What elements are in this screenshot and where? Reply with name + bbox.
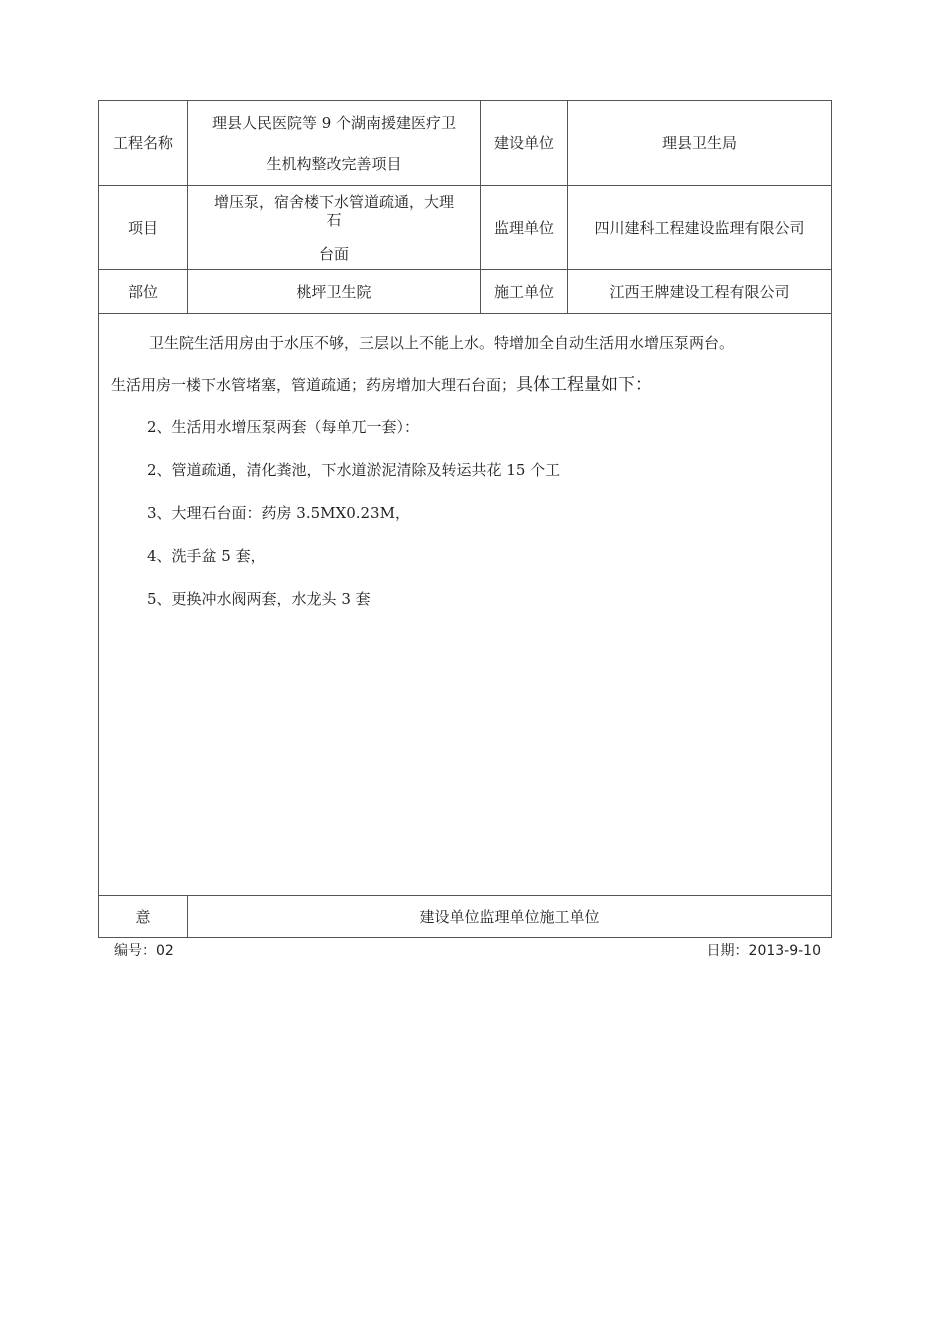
construction-unit-value: 理县卫生局 [661,134,737,152]
opinion-units: 建设单位监理单位施工单位 [419,907,600,926]
project-name-label: 工程名称 [112,134,173,152]
document-number: 编号：02 [114,943,174,959]
description-text: 生活用房一楼下水管堵塞，管道疏通；药房增加大理石台面； [111,376,517,394]
project-name-line: 理县人民医院等 9 个湖南援建医疗卫 [211,113,457,132]
description-paragraph [111,374,823,396]
construction-unit-label: 建设单位 [493,134,554,152]
opinion-label: 意 [135,907,151,926]
project-name-value [188,101,480,185]
list-item: 5、更换冲水阀两套，水龙头 3 套 [147,590,371,608]
document-date: 日期：2013-9-10 [706,943,821,959]
location-value: 桃坪卫生院 [296,282,372,301]
item-line: 石 [326,210,342,229]
supervision-unit-value: 四川建科工程建设监理有限公司 [594,218,805,237]
item-label: 项目 [127,218,158,237]
work-description [111,332,823,610]
list-item: 2、生活用水增压泵两套（每单兀一套）： [147,418,420,436]
contractor-label: 施工单位 [493,282,554,301]
item-line: 台面 [318,244,349,263]
location-label: 部位 [127,282,158,301]
work-content [99,314,831,895]
description-paragraph: 卫生院生活用房由于水压不够，三层以上不能上水。特增加全自动生活用水增压泵两台。 [149,334,735,352]
description-text: 具体工程量如下： [516,375,653,395]
item-value [188,186,480,269]
list-item: 3、大理石台面：药房 3.5MX0.23M， [147,504,410,522]
list-item: 2、管道疏通，清化粪池，下水道淤泥清除及转运共花 15 个工 [147,461,561,479]
item-line: 增压泵，宿舍楼下水管道疏通，大理 [213,192,454,211]
inspection-form [98,100,832,938]
project-name-line: 生机构整改完善项目 [266,154,402,173]
supervision-unit-label: 监理单位 [493,218,554,237]
contractor-value: 江西王牌建设工程有限公司 [609,282,790,301]
work-item-list [111,416,823,610]
list-item: 4、洗手盆 5 套， [147,547,266,565]
